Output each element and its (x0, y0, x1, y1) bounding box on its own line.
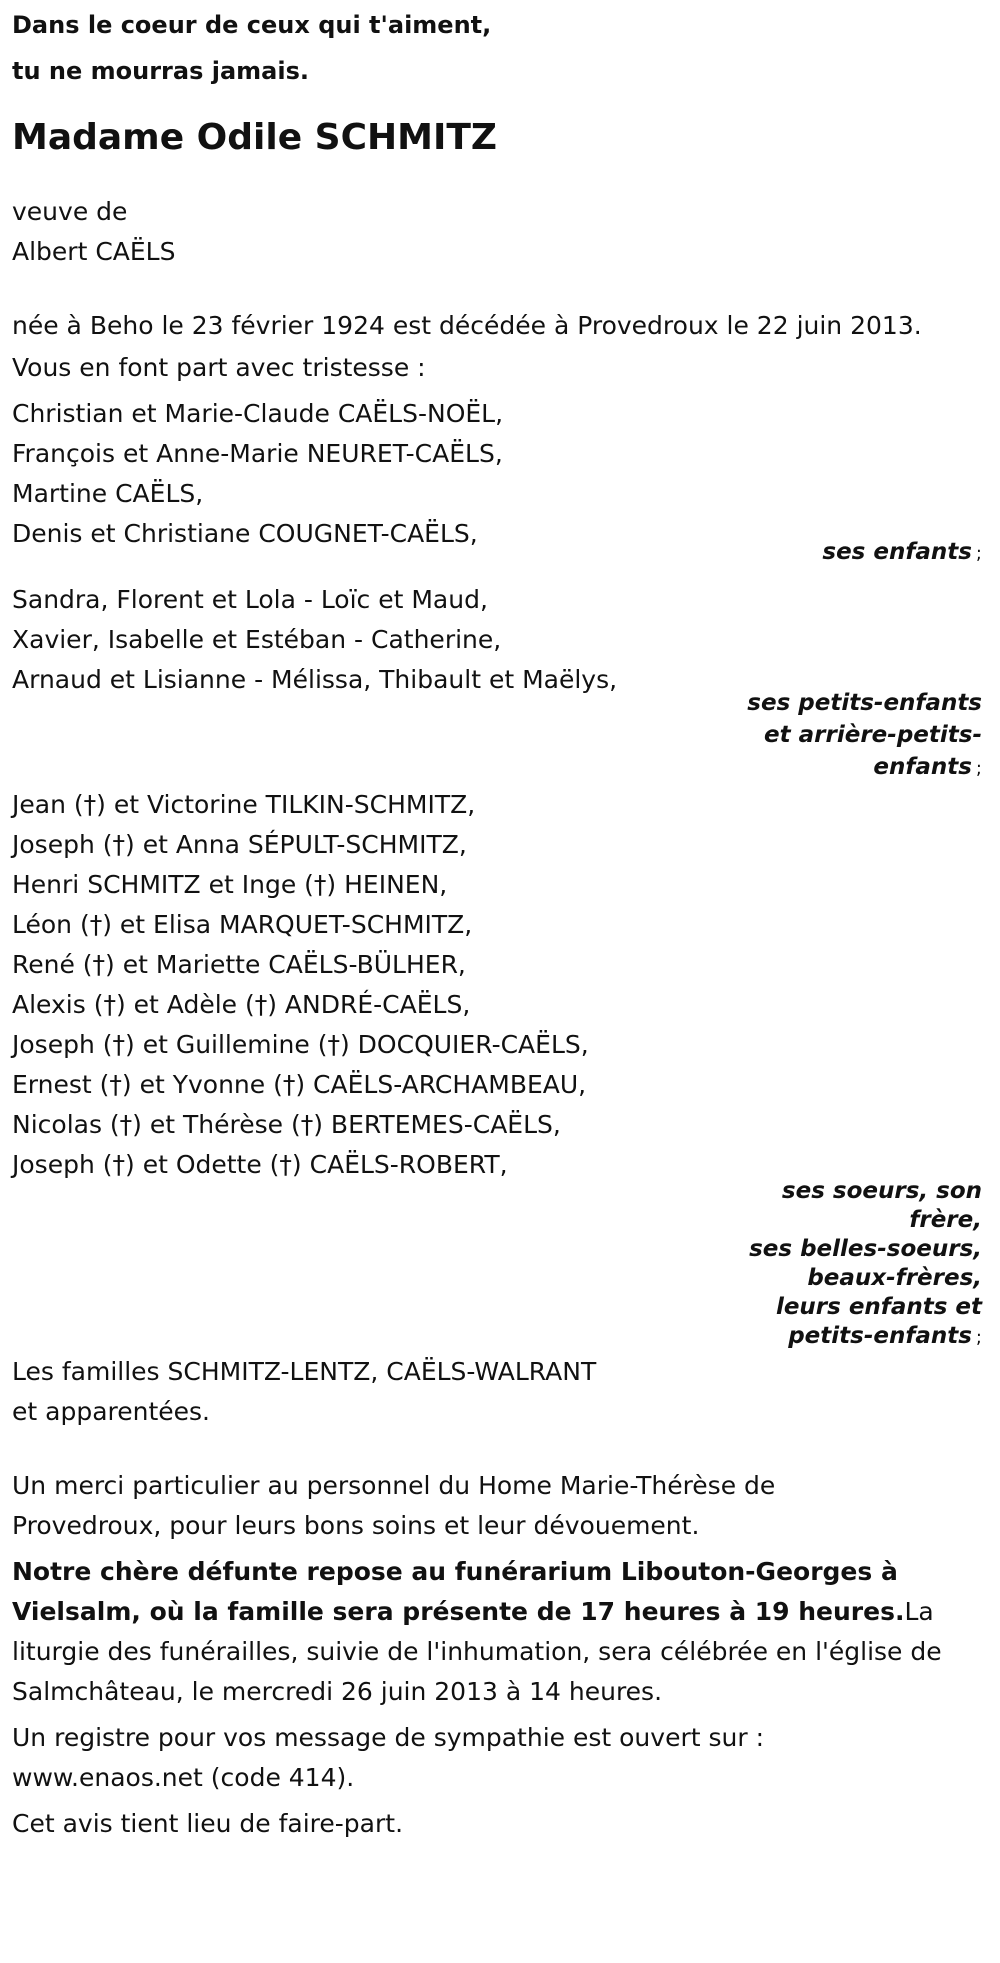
family-member: Joseph (†) et Guillemine (†) DOCQUIER-CAËLS, (12, 1030, 589, 1059)
family-member: François et Anne-Marie NEURET-CAËLS, (12, 439, 503, 468)
relationship-text: leurs enfants et (775, 1294, 982, 1320)
family-member: René (†) et Mariette CAËLS-BÜLHER, (12, 950, 466, 979)
family-member: Ernest (†) et Yvonne (†) CAËLS-ARCHAMBEAU, (12, 1070, 587, 1099)
registry-line: Un registre pour vos message de sympathie est ouvert sur : (12, 1723, 764, 1752)
family-member: Jean (†) et Victorine TILKIN-SCHMITZ, (12, 790, 476, 819)
relationship-text: et arrière-petits- (764, 722, 982, 748)
birth-death-line: née à Beho le 23 février 1924 est décédée à Provedroux le 22 juin 2013. (12, 311, 922, 340)
separator: ; (975, 758, 982, 779)
relationship-text: beaux-frères, (807, 1265, 982, 1291)
family-member: Joseph (†) et Anna SÉPULT-SCHMITZ, (12, 830, 467, 859)
announcement-line: Vous en font part avec tristesse : (12, 353, 426, 382)
separator: ; (975, 1327, 982, 1348)
epitaph-quote (12, 2, 988, 94)
thanks-paragraph (12, 1466, 988, 1546)
family-member: Alexis (†) et Adèle (†) ANDRÉ-CAËLS, (12, 990, 471, 1019)
obituary-notice (0, 2, 1000, 1963)
family-member: Nicolas (†) et Thérèse (†) BERTEMES-CAËLS, (12, 1110, 561, 1139)
epitaph-line: tu ne mourras jamais. (12, 57, 309, 85)
separator: ; (975, 543, 982, 564)
relationship-text: frère, (909, 1207, 982, 1233)
families-line: et apparentées. (12, 1397, 210, 1426)
siblings-group (12, 785, 988, 1352)
family-member: Christian et Marie-Claude CAËLS-NOËL, (12, 399, 504, 428)
relationship-text: ses petits-enfants (747, 690, 982, 716)
visitation-hours: Vielsalm, où la famille sera présente de 17 heures à 19 heures. (12, 1597, 905, 1626)
epitaph-line: Dans le coeur de ceux qui t'aiment, (12, 11, 492, 39)
family-member: Martine CAËLS, (12, 479, 204, 508)
ceremony-date-line: Salmchâteau, le mercredi 26 juin 2013 à 14 heures. (12, 1677, 663, 1706)
grandchildren-group (12, 580, 988, 785)
relationship-text: petits-enfants (788, 1323, 972, 1349)
deceased-name: Madame Odile SCHMITZ (12, 117, 497, 158)
extended-families (12, 1352, 988, 1432)
family-member: Xavier, Isabelle et Estéban - Catherine, (12, 625, 502, 654)
family-member: Sandra, Florent et Lola - Loïc et Maud, (12, 585, 488, 614)
family-member: Joseph (†) et Odette (†) CAËLS-ROBERT, (12, 1150, 508, 1179)
liturgy-start: La (904, 1597, 934, 1626)
families-line: Les familles SCHMITZ-LENTZ, CAËLS-WALRANT (12, 1357, 597, 1386)
liturgy-line: liturgie des funérailles, suivie de l'inhumation, sera célébrée en l'église de (12, 1637, 942, 1666)
funeral-details (12, 1552, 988, 1712)
children-group (12, 394, 988, 574)
thanks-line: Un merci particulier au personnel du Home Marie-Thérèse de (12, 1471, 776, 1500)
thanks-line: Provedroux, pour leurs bons soins et leur dévouement. (12, 1511, 700, 1540)
relationship-label (12, 1177, 988, 1352)
relationship-text: ses belles-soeurs, (749, 1236, 982, 1262)
spouse-name: Albert CAËLS (12, 237, 176, 266)
family-member: Henri SCHMITZ et Inge (†) HEINEN, (12, 870, 448, 899)
registry-link: www.enaos.net (code 414). (12, 1763, 355, 1792)
condolence-registry (12, 1718, 988, 1798)
relationship-text: ses enfants (822, 539, 972, 565)
family-member: Arnaud et Lisianne - Mélissa, Thibault et Maëlys, (12, 665, 618, 694)
widow-of (12, 192, 988, 272)
widow-label: veuve de (12, 197, 128, 226)
relationship-text: enfants (873, 754, 972, 780)
relationship-text: ses soeurs, son (781, 1178, 982, 1204)
funeral-home-line: Notre chère défunte repose au funérarium Libouton-Georges à (12, 1557, 898, 1586)
family-member: Denis et Christiane COUGNET-CAËLS, (12, 519, 478, 548)
family-member: Léon (†) et Elisa MARQUET-SCHMITZ, (12, 910, 473, 939)
relationship-label (12, 687, 988, 785)
closing-line: Cet avis tient lieu de faire-part. (12, 1809, 404, 1838)
